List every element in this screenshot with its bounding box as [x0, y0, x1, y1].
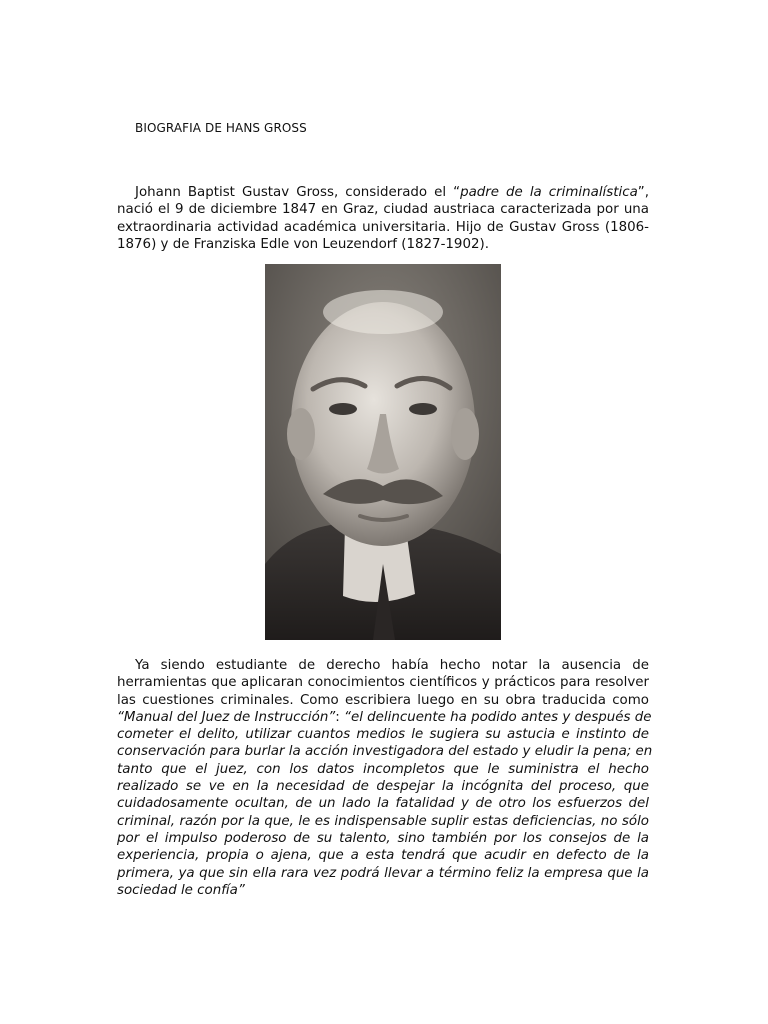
- paragraph-line: “Manual del Juez de Instrucción”: “el delincuente ha podido antes y después de: [117, 709, 652, 725]
- paragraph-intro: [117, 184, 649, 253]
- paragraph-line: 1876) y de Franziska Edle von Leuzendorf (1827-1902).: [117, 236, 489, 252]
- quote-line: experiencia, propia o ajena, que a esta tendrá que acudir en defecto de la: [117, 848, 649, 864]
- book-title: “Manual del Juez de Instrucción”: [117, 709, 336, 725]
- paragraph-line: herramientas que aplicaran conocimientos científicos y prácticos para resolver: [117, 675, 649, 691]
- quote-line: sociedad le confía”: [117, 882, 245, 898]
- quote-line: tanto que el juez, con los datos incompletos que le suministra el hecho: [117, 761, 649, 777]
- paragraph-line: extraordinaria actividad académica universitaria. Hijo de Gustav Gross (1806-: [117, 219, 649, 235]
- emphasis-text: padre de la criminalística: [460, 185, 638, 200]
- paragraph-line: nació el 9 de diciembre 1847 en Graz, ciudad austriaca caracterizada por una: [117, 202, 649, 218]
- quote-line: cuidadosamente ocultan, de un lado la fatalidad y de otro los esfuerzos del: [117, 796, 649, 812]
- quote-line: cometer el delito, utilizar cuantos medios le sugiera su astucia e instinto de: [117, 727, 649, 743]
- quote-line: primera, ya que sin ella rara vez podrá llevar a término feliz la empresa que la: [117, 865, 649, 881]
- paragraph-career: [117, 657, 653, 899]
- paragraph-line: las cuestiones criminales. Como escribiera luego en su obra traducida como: [117, 692, 649, 708]
- document-title: BIOGRAFIA DE HANS GROSS: [135, 120, 307, 135]
- portrait-photo: [265, 264, 501, 640]
- paragraph-line: Johann Baptist Gustav Gross, considerado el “padre de la criminalística”,: [135, 185, 649, 200]
- quote-text: “el delincuente ha podido antes y después de: [344, 709, 652, 725]
- quote-line: por el impulso poderoso de su talento, sino también por los consejos de la: [117, 830, 649, 846]
- quote-line: conservación para burlar la acción investigadora del estado y eludir la pena; en: [117, 744, 653, 760]
- quote-line: realizado se ve en la necesidad de despejar la incógnita del proceso, que: [117, 779, 649, 795]
- quote-line: criminal, razón por la que, le es indispensable suplir estas deficiencias, no sólo: [117, 813, 649, 829]
- paragraph-line: Ya siendo estudiante de derecho había hecho notar la ausencia de: [135, 658, 649, 673]
